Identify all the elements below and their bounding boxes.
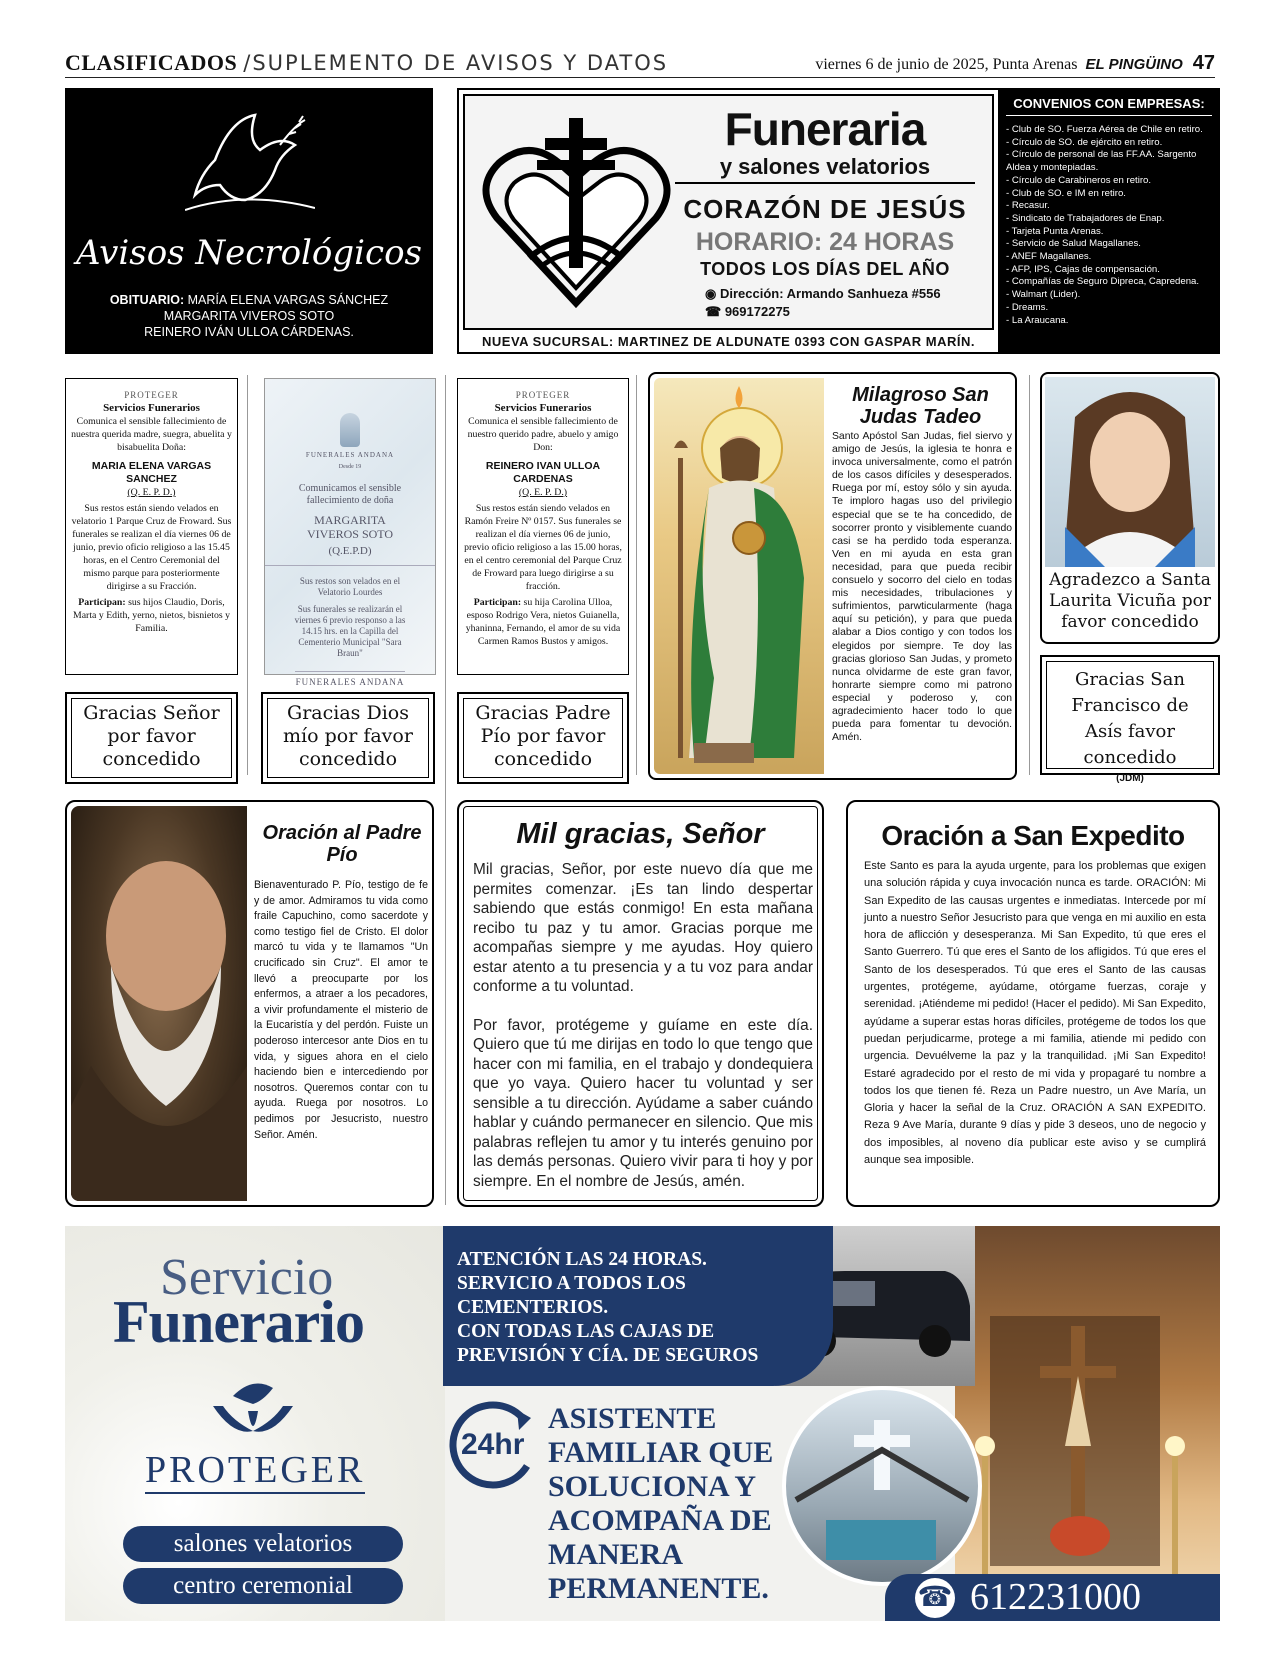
- convenios-panel: [998, 90, 1220, 352]
- participan-label: Participan:: [473, 597, 522, 608]
- obituary-card-viveros: [264, 378, 436, 687]
- crucifix-icon: [955, 1226, 1220, 1621]
- page-header: [65, 50, 1215, 78]
- card-intro: Comunicamos el sensible fallecimiento de doña: [298, 483, 402, 506]
- asist-line: FAMILIAR QUE: [548, 1436, 774, 1469]
- card-body: Sus funerales se realizarán el viernes 6 previo responso a las 14.15 hrs. en la Capilla del Cementerio Municipal "Sara Braun": [294, 604, 406, 658]
- phone-icon: ☎: [915, 1578, 955, 1618]
- participan-text: su hija Carolina Ulloa, esposo Rodrigo Vera, nietos Guianella, yhaninna, Fernando, el amor de su vida Carmen Ramos Bustos y amigos.: [465, 597, 621, 647]
- padre-pio-image: [71, 806, 247, 1201]
- header-info: [815, 52, 1215, 75]
- chapel-room-photo: [955, 1226, 1220, 1621]
- ad-phone-bar: [885, 1574, 1220, 1621]
- ad-top-line: CON TODAS LAS CAJAS DE: [457, 1321, 715, 1342]
- ad-top-line: PREVISIÓN Y CÍA. DE SEGUROS: [457, 1345, 759, 1366]
- 24hr-text: 24hr: [461, 1428, 525, 1461]
- column-divider: [247, 375, 248, 775]
- convenio-item: - Walmart (Lider).: [1006, 289, 1081, 301]
- san-judas-prayer: [648, 372, 1017, 780]
- virgin-image-icon: [340, 413, 360, 447]
- francisco-sign: (JDM): [1116, 773, 1144, 784]
- funeraria-main: [463, 94, 994, 330]
- card-intro: Comunica el sensible fallecimiento de nuestro querido padre, abuelo y amigo Don:: [467, 416, 619, 453]
- obituario-name: MARGARITA VIVEROS SOTO: [163, 309, 335, 323]
- address-text: Dirección: Armando Sanhueza #556: [719, 286, 941, 301]
- ad-top-line: ATENCIÓN LAS 24 HORAS.: [457, 1249, 707, 1270]
- ad-asistente-text: [548, 1402, 773, 1606]
- funeraria-subtitle: y salones velatorios: [675, 154, 975, 184]
- chapel-photo: [782, 1386, 982, 1586]
- san-expedito-title: Oración a San Expedito: [881, 820, 1185, 851]
- convenios-title: CONVENIOS CON EMPRESAS:: [1006, 96, 1212, 116]
- ad-servicio: Servicio: [160, 1249, 334, 1306]
- ad-phone-number: 612231000: [970, 1576, 1141, 1618]
- andana-logo-sub: Desde 19: [338, 464, 362, 470]
- gracias-box: Gracias Dios mío por favor concedido: [261, 692, 435, 784]
- laurita-vicuna-box: [1040, 372, 1220, 644]
- ad-top-line: CEMENTERIOS.: [457, 1297, 609, 1318]
- padre-pio-text: Bienaventurado P. Pío, testigo de fe y de amor. Admiramos tu vida como fraile Capuchino, como sacerdote y como testigo fiel de Cristo. El dolor marcó tu vida y te llamamos "Un crucificado sin Cruz". El amor te llevó a preocuparte por los enfermos, a atraer a los pecadores, a vivir profundamente el misterio de la Eucaristía y del perdón. Fuiste un poderoso intercesor ante Dios en tu vida, y sigues ahora en el cielo haciendo bien e intercediendo por nosotros. Queremos contar con tu ayuda. Ruega por nosotros. Lo pedimos por Jesucristo, nuestro Señor. Amén.: [254, 879, 428, 1141]
- convenio-item: - Círculo de personal de las FF.AA. Sargento Aldea y montepiadas.: [1006, 149, 1197, 174]
- mil-gracias-text: [473, 860, 813, 1191]
- 24hr-badge: [445, 1396, 545, 1496]
- ad-pill-salones: salones velatorios: [123, 1526, 403, 1562]
- funeraria-name: CORAZÓN DE JESÚS: [683, 194, 967, 224]
- dove-hands-icon: [203, 1376, 303, 1446]
- proteger-logo: PROTEGER: [124, 390, 179, 400]
- ad-brand: PROTEGER: [145, 1448, 365, 1494]
- convenio-item: - Tarjeta Punta Arenas.: [1006, 225, 1104, 237]
- card-body: Sus restos están siendo velados en velatorio 1 Parque Cruz de Froward. Sus funerales se realizan el día viernes 06 de junio, previo oficio religioso a las 15.45 horas, en el Centro Ceremonial del mismo parque para posteriormente dirigirse a su Fracción.: [71, 503, 232, 592]
- san-francisco-box: [1040, 655, 1220, 784]
- section-name: CLASIFICADOS: [65, 50, 238, 75]
- section-separator: /: [243, 51, 253, 75]
- deceased-name: MARGARITA VIVEROS SOTO: [306, 513, 394, 541]
- asist-line: ACOMPAÑA DE: [548, 1504, 772, 1537]
- card-participan: [70, 596, 233, 635]
- obituario-name: MARÍA ELENA VARGAS SÁNCHEZ: [187, 293, 389, 307]
- obituary-card-vargas: [65, 378, 238, 675]
- funeraria-days: TODOS LOS DÍAS DEL AÑO: [700, 259, 950, 279]
- asist-line: MANERA: [548, 1538, 683, 1571]
- convenio-item: - AFP, IPS, Cajas de compensación.: [1006, 263, 1160, 275]
- ad-pill-centro: centro ceremonial: [123, 1568, 403, 1604]
- card-participan: [462, 596, 624, 648]
- ad-funerario: Funerario: [113, 1289, 364, 1355]
- phone-text: 969172275: [724, 304, 790, 319]
- funeraria-address: [705, 286, 941, 302]
- qepd-label: (Q. E. P. D.): [127, 487, 176, 498]
- convenio-item: - Club de SO. Fuerza Aérea de Chile en retiro.: [1006, 124, 1203, 135]
- obituary-card-ulloa: [457, 378, 629, 675]
- avisos-title: Avisos Necrológicos: [75, 233, 422, 273]
- ad-attention-box: [443, 1226, 833, 1386]
- convenio-item: - Servicio de Salud Magallanes.: [1006, 238, 1141, 250]
- convenio-item: - Círculo de Carabineros en retiro.: [1006, 174, 1152, 186]
- funeraria-title: Funeraria: [724, 103, 926, 155]
- column-divider: [1029, 375, 1030, 775]
- deceased-name: REINERO IVAN ULLOA CARDENAS: [485, 460, 601, 485]
- san-judas-title: Milagroso San Judas Tadeo: [852, 384, 989, 428]
- page-number: 47: [1192, 52, 1215, 74]
- card-footer: FUNERALES ANDANA: [295, 671, 405, 688]
- francisco-text: Gracias San Francisco de Asís favor concedido: [1071, 669, 1189, 768]
- obituario-name: REINERO IVÁN ULLOA CÁRDENAS.: [144, 325, 354, 339]
- saint-figure-icon: [654, 378, 824, 774]
- girl-portrait-icon: [1045, 377, 1215, 567]
- ad-top-line: SERVICIO A TODOS LOS: [457, 1273, 686, 1294]
- location-pin-icon: ◉: [705, 286, 717, 301]
- convenio-item: - Club de SO. e IM en retiro.: [1006, 187, 1126, 199]
- card-body: Sus restos son velados en el Velatorio Lourdes: [265, 565, 435, 602]
- padre-pio-prayer: [65, 800, 434, 1207]
- dove-icon: [185, 100, 315, 220]
- card-heading: Servicios Funerarios: [494, 402, 592, 414]
- asist-line: ASISTENTE: [548, 1402, 717, 1435]
- funeraria-sucursal: NUEVA SUCURSAL: MARTINEZ DE ALDUNATE 0393 CON GASPAR MARÍN.: [482, 334, 975, 349]
- obituario-list: [65, 292, 433, 340]
- convenio-item: - Compañías de Seguro Dipreca, Capredena.: [1006, 276, 1200, 288]
- asist-line: PERMANENTE.: [548, 1572, 769, 1605]
- gracias-box: Gracias Padre Pío por favor concedido: [457, 692, 629, 784]
- convenio-item: - Círculo de SO. de ejército en retiro.: [1006, 136, 1163, 148]
- participan-label: Participan:: [78, 597, 126, 608]
- convenio-item: - Recasur.: [1006, 200, 1050, 212]
- mil-gracias-paragraph: Mil gracias, Señor, por este nuevo día que me permites comenzar. ¡Es tan lindo despertar sabiendo que estás conmigo! En esta mañana recibo tu paz y tu amor. Gracias porque me acompañas siempre y me ayudas. Hoy quiero estar atento a tu presencia y a tu voz para andar conforme a tu voluntad.: [473, 861, 813, 995]
- sacred-heart-icon: [479, 108, 674, 308]
- funeraria-horario: HORARIO: 24 HORAS: [695, 228, 955, 256]
- mil-gracias-paragraph: Por favor, protégeme y guíame en este día. Quiero que tú me dirijas en todo lo que tengo que hacer con mi familia, en el trabajo y dondequiera que yo vaya. Quiero hacer tu voluntad y ser sensible a tu dirección. Ayúdame a saber cuándo hablar y cuándo permanecer en silencio. Que mis palabras reflejen tu amor y tu interés genuino por las demás personas. Quiero vivir para ti hoy y por siempre. En el nombre de Jesús, amén.: [473, 1016, 813, 1190]
- proteger-ad: [65, 1226, 1220, 1621]
- monk-portrait-icon: [71, 806, 247, 1201]
- convenio-item: - Sindicato de Trabajadores de Enap.: [1006, 212, 1165, 224]
- newspaper-brand: EL PINGÜINO: [1085, 56, 1183, 73]
- card-heading: Servicios Funerarios: [103, 402, 200, 414]
- mil-gracias-title: Mil gracias, Señor: [516, 818, 765, 850]
- padre-pio-title: Oración al Padre Pío: [262, 822, 422, 866]
- obituario-label: OBITUARIO:: [109, 293, 185, 307]
- column-divider: [445, 375, 446, 1205]
- avisos-banner: [65, 88, 433, 354]
- andana-logo: FUNERALES ANDANA: [305, 451, 395, 459]
- section-title: [65, 50, 668, 76]
- card-body: Sus restos están siendo velados en Ramón Freire Nº 0157. Sus funerales se realizan el día viernes 06 de junio, previo oficio religioso a las 15.00 horas, en el centro ceremonial del Parque Cruz de Froward para luego dirigirse a su fracción.: [464, 503, 622, 592]
- deceased-name: MARIA ELENA VARGAS SANCHEZ: [91, 460, 212, 485]
- convenios-list: [1006, 124, 1212, 327]
- convenio-item: - ANEF Magallanes.: [1006, 251, 1092, 263]
- participan-text: sus hijos Claudio, Doris, Marta y Edith, yerno, nietos, bisnietos y Familia.: [73, 597, 230, 634]
- convenio-item: - La Araucana.: [1006, 314, 1069, 326]
- laurita-text: Agradezco a Santa Laurita Vicuña por favor concedido: [1049, 570, 1211, 632]
- issue-date: viernes 6 de junio de 2025, Punta Arenas: [815, 56, 1078, 73]
- san-judas-text: Santo Apóstol San Judas, fiel siervo y amigo de Jesús, la iglesia te honra e invoca universalmente, como el patrón de los casos difíciles y desesperados. Ruega por mí, estoy sólo y sin ayuda. Te imploro hagas uso del privilegio especial que se te ha concedido, de socorrer pronto y visiblemente cuando casi se ha perdido toda esperanza. Ven en mi ayuda en esta gran necesidad, para que pueda recibir consuelo y socorro del cielo en todas mis necesidades, tribulaciones y sufrimientos, parwticularmente (haga aquí su petición), y para que pueda alabar a Dios contigo y con todos los elegidos por siempre. Te doy las gracias glorioso San Judas, y prometo nunca olvidarme de este gran favor, honrarte siempre como mi patrono especial y poderoso y, con agradecimiento hacer todo lo que pueda para fomentar tu devoción. Amén.: [832, 431, 1012, 744]
- asist-line: SOLUCIONA Y: [548, 1470, 757, 1503]
- funeraria-ad: [457, 88, 1220, 354]
- laurita-image: [1045, 377, 1215, 567]
- qepd-label: (Q. E. P. D.): [518, 487, 568, 498]
- phone-icon: ☎: [705, 304, 722, 319]
- proteger-ad-left: [65, 1226, 445, 1621]
- funeraria-phone: [705, 304, 790, 320]
- card-intro: Comunica el sensible fallecimiento de nuestra querida madre, suegra, abuelita y bisabuelita Doña:: [71, 416, 232, 453]
- qepd-label: (Q.E.P.D): [328, 545, 372, 557]
- san-expedito-prayer: [846, 800, 1220, 1207]
- san-judas-image: [654, 378, 824, 774]
- mil-gracias-prayer: [457, 800, 824, 1207]
- proteger-logo: PROTEGER: [515, 390, 571, 400]
- convenio-item: - Dreams.: [1006, 301, 1049, 313]
- chapel-cross-icon: [786, 1390, 978, 1582]
- san-expedito-text: Este Santo es para la ayuda urgente, para los problemas que exigen una solución rápida y cuya invocación nunca es tarde. ORACIÓN: Mi San Expedito de las causas urgentes e inmediatas. Intercede por mí junto a nuestro Señor Jesucristo para que venga en mi auxilio en esta hora de aflicción y desesperanza. Mi San Expedito, tú que eres el Santo Guerrero. Tú que eres el Santo de los afligidos. Tú que eres el Santo de los desesperados. Tú que eres el Santo de las causas urgentes, protégeme, ayúdame, otórgame fuerzas, coraje y serenidad. ¡Atiéndeme mi pedido! (Hacer el pedido). Mi San Expedito, ayúdame a superar estas horas difíciles, protégeme de todos los que puedan perjudicarme, protege a mi familia, atiende mi pedido con urgencia. Devuélveme la paz y la tranquilidad. ¡Mi San Expedito! Estaré agradecido por el resto de mi vida y propagaré tu nombre a todos los que tienen fé. Reza un Padre nuestro, un Ave María, un Gloria y hacer la señal de la Cruz. ORACIÓN A SAN EXPEDITO. Reza 9 Ave María, durante 9 días y pide 3 deseos, uno de negocio y dos imposibles, al noveno día publicar este aviso y se cumplirá aunque sea imposible.: [864, 860, 1206, 1167]
- gracias-box: Gracias Señor por favor concedido: [65, 692, 238, 784]
- section-subtitle: SUPLEMENTO DE AVISOS Y DATOS: [252, 51, 669, 75]
- column-divider: [636, 375, 637, 775]
